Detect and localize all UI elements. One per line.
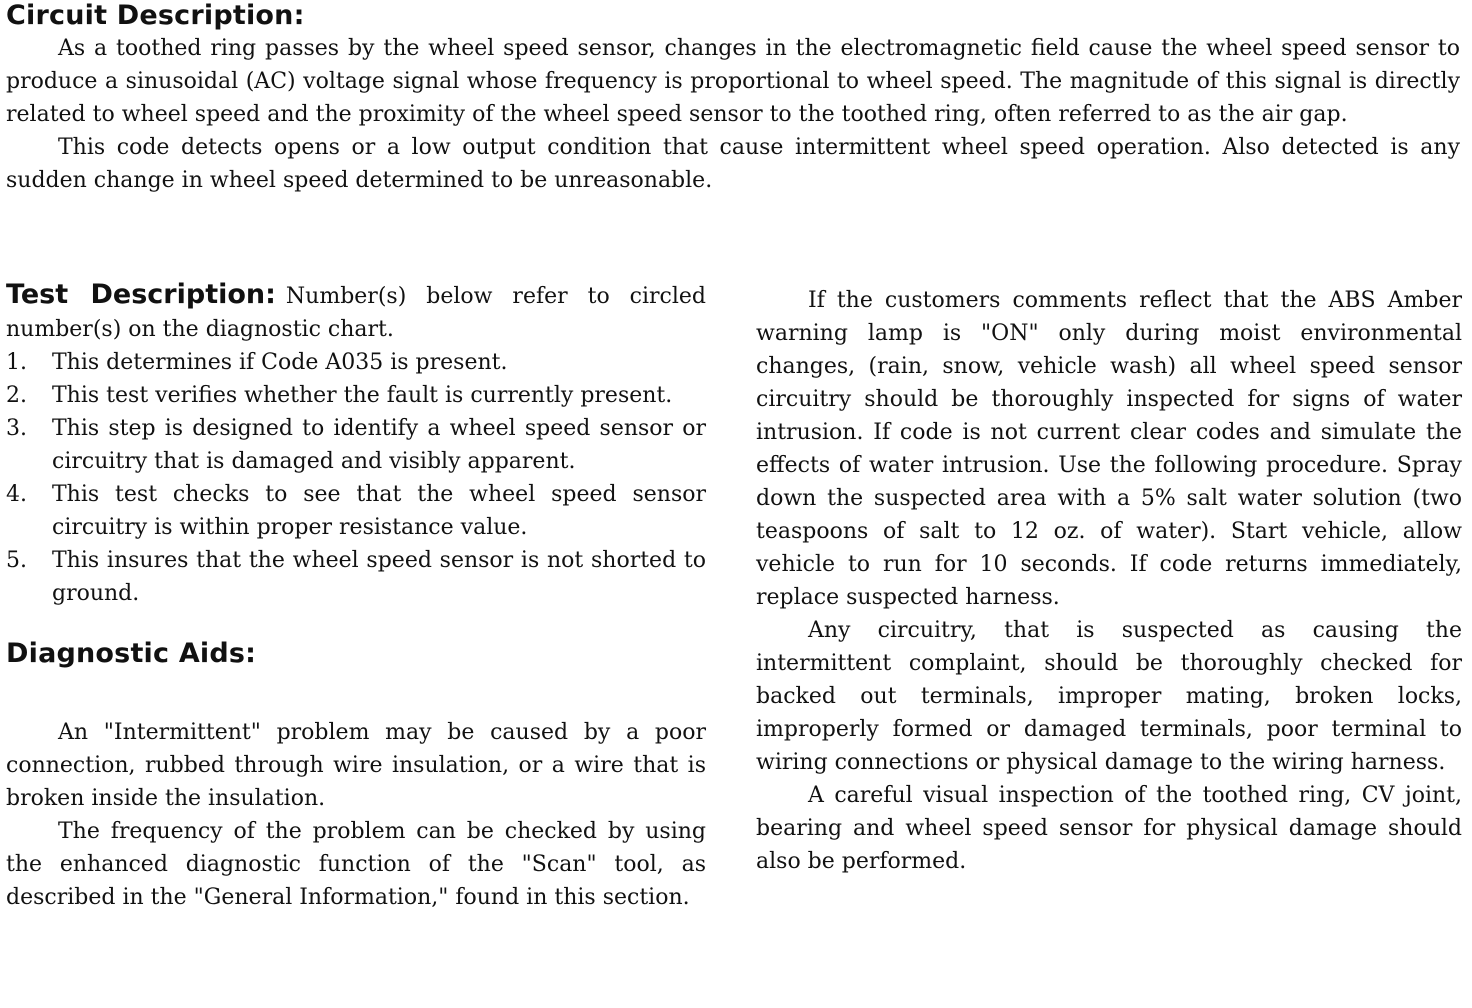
test-step [6, 346, 706, 379]
step-text: This determines if Code A035 is present. [52, 350, 508, 375]
circuit-paragraph-2: This code detects opens or a low output condition that cause intermittent wheel speed operation. Also detected is any sudden change in wheel speed determined to be unreasonable. [6, 135, 1460, 193]
right-column [756, 284, 1462, 878]
step-number: 1. [6, 350, 27, 375]
right-paragraph-2: Any circuitry, that is suspected as causing the intermittent complaint, should be thoroughly checked for backed out terminals, improper mating, broken locks, improperly formed or damaged terminals, poor terminal to wiring connections or physical damage to the wiring harness. [756, 618, 1462, 775]
circuit-description-heading: Circuit Description: [6, 0, 305, 31]
diagnostic-paragraph-1: An "Intermittent" problem may be caused by a poor connection, rubbed through wire insulation, or a wire that is broken inside the insulation. [6, 720, 706, 811]
test-step [6, 379, 706, 412]
step-text: This test verifies whether the fault is currently present. [52, 383, 673, 408]
right-paragraph-3: A careful visual inspection of the toothed ring, CV joint, bearing and wheel speed sensor for physical damage should also be performed. [756, 783, 1462, 874]
test-steps-list [6, 346, 706, 610]
diagnostic-paragraph-2: The frequency of the problem can be checked by using the enhanced diagnostic function of the "Scan" tool, as described in the "General Information," found in this section. [6, 819, 706, 910]
step-number: 5. [6, 548, 27, 573]
step-text: This insures that the wheel speed sensor is not shorted to ground. [52, 548, 706, 606]
test-step [6, 544, 706, 610]
diagnostic-aids-heading: Diagnostic Aids: [6, 638, 257, 669]
test-step [6, 412, 706, 478]
step-number: 4. [6, 482, 27, 507]
left-column [6, 278, 706, 914]
circuit-paragraph-1: As a toothed ring passes by the wheel speed sensor, changes in the electromagnetic field cause the wheel speed sensor to produce a sinusoidal (AC) voltage signal whose frequency is proportional to wheel speed. The magnitude of this signal is directly related to wheel speed and the proximity of the wheel speed sensor to the toothed ring, often referred to as the air gap. [6, 36, 1460, 127]
step-text: This test checks to see that the wheel speed sensor circuitry is within proper resistance value. [52, 482, 706, 540]
step-number: 3. [6, 416, 27, 441]
step-text: This step is designed to identify a wheel speed sensor or circuitry that is damaged and visibly apparent. [52, 416, 706, 474]
test-step [6, 478, 706, 544]
right-paragraph-1: If the customers comments reflect that the ABS Amber warning lamp is "ON" only during moist environmental changes, (rain, snow, vehicle wash) all wheel speed sensor circuitry should be thoroughly inspected for signs of water intrusion. If code is not current clear codes and simulate the effects of water intrusion. Use the following procedure. Spray down the suspected area with a 5% salt water solution (two teaspoons of salt to 12 oz. of water). Start vehicle, allow vehicle to run for 10 seconds. If code returns immediately, replace suspected harness. [756, 288, 1462, 610]
step-number: 2. [6, 383, 27, 408]
test-description-intro [6, 278, 706, 346]
test-description-heading: Test Description: [6, 279, 276, 310]
circuit-description-section [6, 0, 1460, 197]
test-description-text: Number(s) below refer to circled number(s) on the diagnostic chart. [6, 284, 706, 342]
